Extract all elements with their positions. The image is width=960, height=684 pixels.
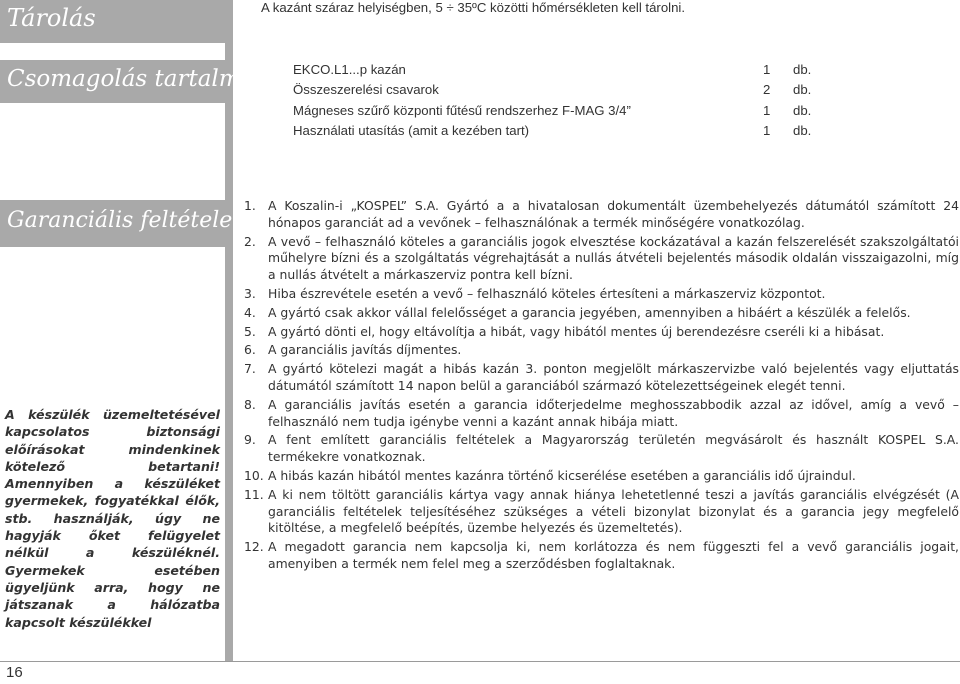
term-text: Hiba észrevétele esetén a vevő – felhasználó köteles értesíteni a márkaszerviz központot.: [268, 285, 826, 301]
sidebar-divider: [225, 247, 233, 661]
package-item-unit: db.: [793, 102, 812, 118]
package-item-unit: db.: [793, 62, 812, 77]
warranty-term: [244, 342, 959, 359]
term-number: 5.: [244, 323, 256, 339]
term-text: A gyártó dönti el, hogy eltávolítja a hibát, vagy hibától mentes új berendezésre cseréli ki a hibásat.: [268, 323, 885, 339]
storage-text: A kazánt száraz helyiségben, 5 ÷ 35ºC közötti hőmérsékleten kell tárolni.: [261, 0, 686, 15]
footer-rule: [0, 661, 960, 662]
warranty-term: [244, 324, 959, 341]
term-number: 9.: [244, 432, 256, 448]
warranty-term: [244, 234, 959, 284]
term-number: 1.: [244, 198, 256, 213]
package-item: [293, 101, 833, 121]
package-item-name: Összeszerelési csavarok: [293, 82, 439, 98]
term-text: A gyártó csak akkor vállal felelősséget a garancia jegyében, amennyiben a hibáért a készülék a felelős.: [268, 304, 911, 320]
package-item-unit: db.: [793, 122, 812, 138]
term-text: A Koszalin-i „KOSPEL” S.A. Gyártó a a hivatalosan dokumentált üzembehelyezés dátumától számított 24 hónapos garanciát ad a vevőnek – felhasználónak a termék minőségére vonatkozólag.: [268, 198, 959, 230]
sidebar-divider: [225, 103, 233, 200]
package-item-qty: 1: [763, 62, 771, 77]
package-item-unit: db.: [793, 82, 812, 98]
package-item-qty: 1: [763, 102, 771, 118]
term-number: 2.: [244, 233, 256, 249]
warranty-terms-list: [244, 198, 959, 575]
storage-heading: Tárolás: [7, 4, 96, 32]
term-text: A hibás kazán hibától mentes kazánra történő kicserélése esetében a garanciális idő újraindul.: [268, 467, 856, 483]
term-text: A garanciális javítás esetén a garancia időterjedelme meghosszabbodik azzal az idővel, amíg a vevő – felhasználó nem tudja igénybe venni a kazánt annak hibája miatt.: [268, 396, 959, 429]
warranty-term: [244, 468, 959, 485]
warranty-term: [244, 432, 959, 466]
warranty-term: [244, 305, 959, 322]
package-item-name: Mágneses szűrő központi fűtésű rendszerhez F-MAG 3/4”: [293, 102, 631, 118]
term-number: 6.: [244, 342, 256, 358]
warranty-term: [244, 361, 959, 395]
sidebar-divider: [225, 43, 233, 60]
term-number: 3.: [244, 285, 256, 301]
term-number: 12.: [244, 539, 264, 555]
package-contents-list: [293, 60, 833, 141]
page-number: 16: [6, 664, 23, 681]
package-item: [293, 121, 833, 141]
warranty-term: [244, 286, 959, 303]
warranty-term: [244, 487, 959, 537]
warranty-term: [244, 397, 959, 431]
warranty-term: [244, 539, 959, 573]
term-text: A gyártó kötelezi magát a hibás kazán 3. ponton megjelölt márkaszervizbe való bejelentés vagy eljuttatás dátumától számított 14 napon belül a garanciából származó kötelezettségeinek elegét tenni.: [268, 361, 959, 393]
term-number: 8.: [244, 396, 256, 412]
safety-warning: A készülék üzemeltetésével kapcsolatos biztonsági előírásokat mindenkinek kötelező betartani! Amennyiben a készüléket gyermekek, fogyatékkal élők, stb. használják, úgy ne hagyják őket felügyelet nélkül a készüléknél. Gyermekek esetében ügyeljünk arra, hogy ne játszanak a hálózatba kapcsolt készülékkel: [5, 407, 220, 630]
package-item-qty: 2: [763, 82, 771, 98]
package-item: [293, 60, 833, 80]
package-item: [293, 80, 833, 100]
warranty-term: [244, 198, 959, 232]
term-text: A garanciális javítás díjmentes.: [268, 342, 462, 358]
term-number: 10.: [244, 467, 264, 483]
term-number: 11.: [244, 486, 264, 502]
term-number: 4.: [244, 304, 256, 320]
term-text: A fent említett garanciális feltételek a Magyarország területén megvásárolt és használt KOSPEL S.A. termékekre vonatkoznak.: [268, 432, 959, 465]
term-text: A vevő – felhasználó köteles a garanciális jogok elvesztése kockázatával a kazán felszerelését szakszolgáltatói műhelyre bízni és a szolgáltatás végrehajtását a nullás átvételi bejelentés második oldalán visszaigazolni, míg a nullás átvételt a márkaszerviz pontra kell bízni.: [268, 233, 959, 283]
term-number: 7.: [244, 361, 256, 377]
package-heading: Csomagolás tartalma: [7, 66, 255, 92]
term-text: A ki nem töltött garanciális kártya vagy annak hiánya lehetetlenné teszi a javítás garanciális elvégzését (A garanciális feltételek teljesítéséhez szükséges a vételi bizonylat bizonylat és a garancia jegy megfelelő kitöltése, a megfelelő beépítés, üzembe helyezés és üzemeltetés).: [268, 486, 959, 536]
warranty-heading: Garanciális feltételek: [7, 208, 246, 233]
package-item-name: EKCO.L1...p kazán: [293, 62, 406, 77]
term-text: A megadott garancia nem kapcsolja ki, nem korlátozza és nem függeszti fel a vevő garanciális jogait, amenyiben a termék nem felel meg a szerződésben foglaltaknak.: [268, 539, 959, 571]
package-item-qty: 1: [763, 122, 771, 138]
package-item-name: Használati utasítás (amit a kezében tart): [293, 122, 530, 138]
